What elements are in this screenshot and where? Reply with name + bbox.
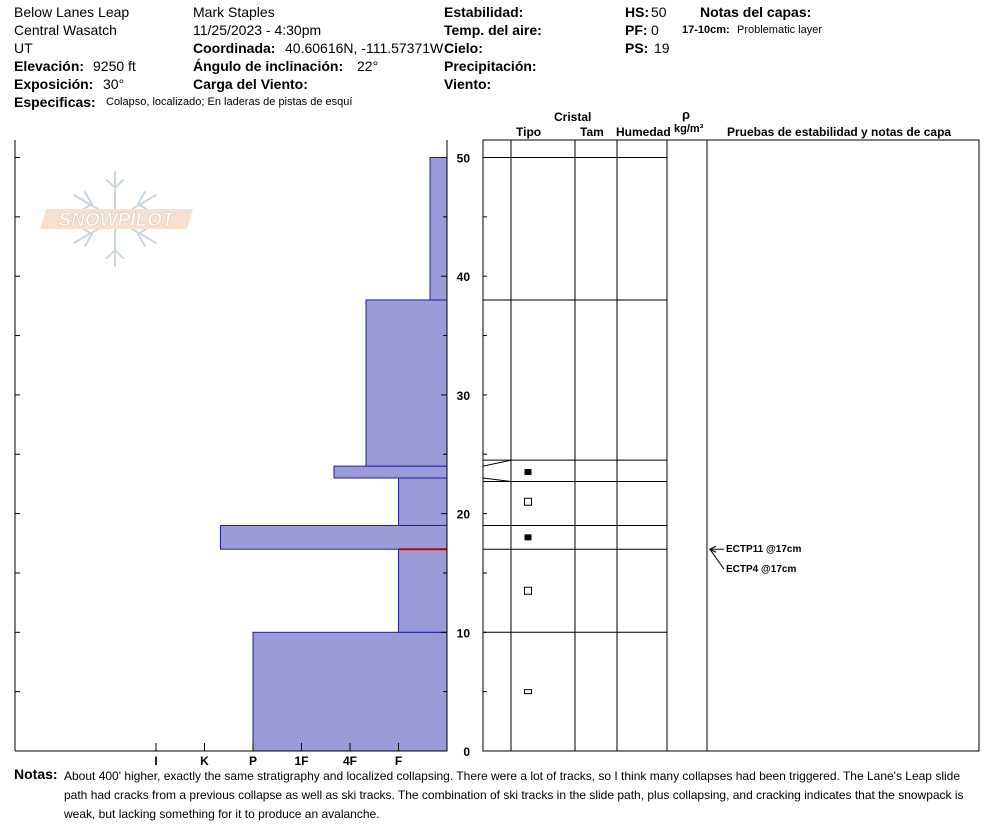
hardness-layer-0 (253, 632, 447, 751)
range-name: Central Wasatch (14, 22, 117, 38)
density-unit: kg/m³ (674, 123, 704, 135)
size-header: Tam (580, 125, 604, 139)
elevation-label: Elevación: (14, 58, 85, 74)
sky-label: Cielo: (444, 40, 483, 56)
depth-tick-label: 30 (456, 388, 470, 403)
hardness-layer-6 (430, 158, 447, 300)
layer-table (483, 140, 979, 751)
grain-symbol-filled-square (525, 534, 532, 540)
stability-tests-header: Pruebas de estabilidad y notas de capa (727, 125, 952, 139)
type-header: Tipo (516, 125, 542, 139)
grain-symbol-open-square (525, 498, 532, 505)
observation-datetime: 11/25/2023 - 4:30pm (193, 22, 322, 38)
depth-tick-label: 0 (463, 745, 470, 759)
ps-label: PS: (625, 40, 649, 56)
grain-symbol-open-square (525, 587, 532, 594)
air-temp-label: Temp. del aire: (444, 22, 542, 38)
ps-value: 19 (654, 40, 670, 56)
hs-label: HS: (625, 4, 650, 20)
notes-text: About 400' higher, exactly the same stratigraphy and localized collapsing. There were a lot of tracks, so I think many collapses had been triggered. The Lane's Leap slide path had cracks from a previous collapse as well as ski tracks. The combination of ski tracks in the slide path, plus collapsing, and cracking indicates that the snowpack is weak, but lacking something for it to produce an avalanche. (64, 769, 964, 821)
specifics-value: Colapso, localizado; En laderas de pistas de esquí (106, 96, 353, 108)
location-name: Below Lanes Leap (14, 4, 130, 20)
boundary-connector-23 (483, 478, 511, 482)
stability-test-leader (710, 549, 724, 569)
snowpilot-logo (40, 172, 193, 266)
layer-note-depth: 17-10cm: (682, 24, 730, 36)
stability-test-label: ECTP11 @17cm (726, 544, 802, 556)
hardness-layer-2 (221, 525, 447, 549)
slope-angle-value: 22° (357, 58, 379, 74)
observer-name: Mark Staples (193, 4, 275, 20)
coordinate-label: Coordinada: (193, 40, 276, 56)
slope-angle-label: Ángulo de inclinación: (193, 58, 344, 74)
aspect-label: Exposición: (14, 76, 94, 92)
hs-value: 50 (651, 4, 667, 20)
hardness-tick-label: K (200, 754, 209, 768)
hardness-tick-label: 4F (342, 754, 358, 768)
depth-tick-label: 40 (456, 270, 470, 285)
grain-symbol-filled-square (525, 469, 532, 475)
depth-tick-label: 20 (456, 507, 470, 522)
snowpilot-logo-text: SNOWPILOT (58, 210, 174, 231)
boundary-connector-24 (483, 460, 511, 466)
hardness-tick-label: P (248, 754, 258, 768)
hardness-profile (15, 140, 470, 768)
state-name: UT (14, 40, 33, 56)
layer-note-text: Problematic layer (737, 24, 822, 36)
hardness-tick-label: I (154, 754, 158, 768)
coordinate-value: 40.60616N, -111.57371W (285, 40, 444, 56)
elevation-value: 9250 ft (93, 58, 136, 74)
layer-notes-label: Notas del capas: (700, 4, 812, 20)
wind-loading-label: Carga del Viento: (193, 76, 308, 92)
notes-label: Notas: (14, 766, 58, 782)
hardness-layer-3 (399, 478, 448, 525)
depth-tick-label: 50 (456, 151, 470, 166)
wind-label: Viento: (444, 76, 492, 92)
stability-test-label: ECTP4 @17cm (726, 564, 797, 576)
aspect-value: 30° (103, 76, 125, 92)
hardness-layer-1 (399, 549, 448, 632)
table-frame (483, 140, 979, 751)
specifics-label: Especificas: (14, 94, 96, 110)
stability-label: Estabilidad: (444, 4, 524, 20)
crystal-header: Cristal (554, 110, 592, 124)
depth-tick-label: 10 (456, 626, 470, 641)
hardness-layer-5 (366, 300, 447, 466)
hardness-tick-label: F (394, 754, 403, 768)
density-symbol: ρ (682, 107, 691, 122)
grain-symbol-small-rect (525, 690, 532, 694)
pf-label: PF: (625, 22, 648, 38)
hardness-tick-label: 1F (294, 754, 309, 768)
pf-value: 0 (651, 22, 659, 38)
hardness-layer-4 (334, 466, 447, 478)
precipitation-label: Precipitación: (444, 58, 537, 74)
moisture-header: Humedad (616, 125, 671, 139)
